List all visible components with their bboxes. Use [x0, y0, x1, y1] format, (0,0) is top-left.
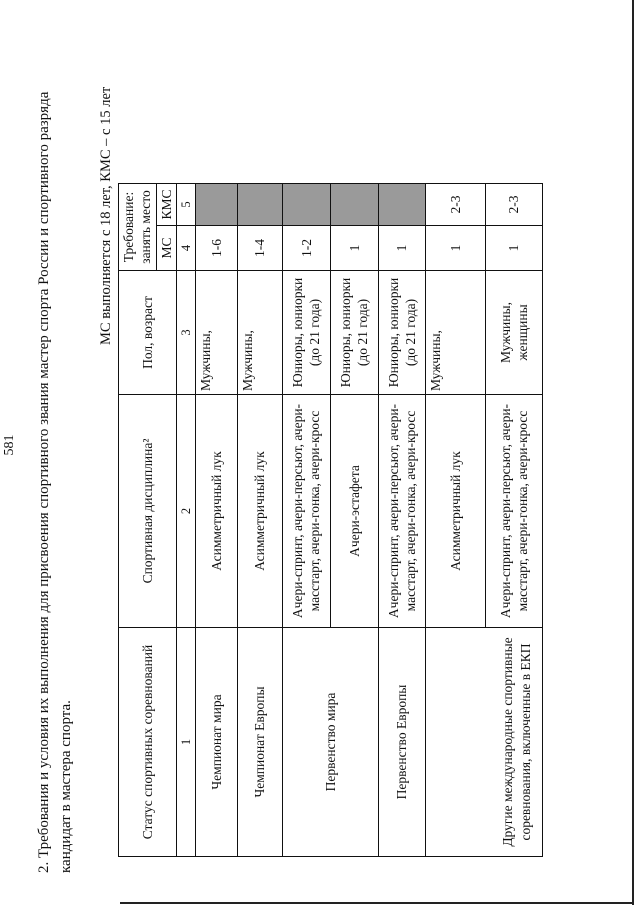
- kms-cell-shaded: [330, 184, 378, 226]
- header-requirement: [119, 184, 157, 271]
- heading-line-2: кандидат в мастера спорта.: [58, 700, 74, 873]
- col-number-1: 1: [176, 628, 195, 857]
- table-row: [195, 184, 237, 857]
- ms-cell: 1-4: [237, 226, 282, 271]
- header-requirement-line1: Требование:: [121, 191, 136, 263]
- table-row: [378, 184, 425, 857]
- gender-cell: Мужчины,: [425, 271, 485, 395]
- header-ms: МС: [156, 226, 176, 271]
- status-cell: Первенство мира: [282, 628, 378, 857]
- table-row: [282, 184, 330, 857]
- header-status: Статус спортивных соревнований: [119, 628, 177, 857]
- col-number-2: 2: [176, 395, 195, 628]
- header-discipline: Спортивная дисциплина²: [119, 395, 177, 628]
- status-cell: Чемпионат мира: [195, 628, 237, 857]
- discipline-cell: Ачери-спринт, ачери-персьют, ачери-масстарт, ачери-гонка, ачери-кросс: [485, 395, 542, 628]
- page-number: 581: [2, 434, 17, 456]
- table-row: [237, 184, 282, 857]
- heading-line-1: 2. Требования и условия их выполнения для присвоения спортивного звания мастер спорта России и спортивного разряда: [36, 91, 52, 873]
- discipline-cell: Асимметричный лук: [195, 395, 237, 628]
- kms-cell-shaded: [195, 184, 237, 226]
- kms-cell: 2-3: [485, 184, 542, 226]
- discipline-cell: Ачери-спринт, ачери-персьют, ачери-масстарт, ачери-гонка, ачери-кросс: [378, 395, 425, 628]
- gender-cell: Юниоры, юниорки (до 21 года): [282, 271, 330, 395]
- discipline-cell: Асимметричный лук: [237, 395, 282, 628]
- header-row: [119, 184, 157, 857]
- header-gender-age: Пол, возраст: [119, 271, 177, 395]
- kms-cell-shaded: [282, 184, 330, 226]
- kms-cell-shaded: [237, 184, 282, 226]
- age-requirement-note: МС выполняется с 18 лет, КМС – с 15 лет: [98, 86, 114, 345]
- ms-cell: 1: [330, 226, 378, 271]
- kms-cell-shaded: [378, 184, 425, 226]
- requirements-table: [118, 183, 543, 857]
- status-cell: Другие международные спортивные соревнования, включенные в ЕКП: [425, 628, 542, 857]
- ms-cell: 1-6: [195, 226, 237, 271]
- status-cell: Чемпионат Европы: [237, 628, 282, 857]
- ms-cell: 1-2: [282, 226, 330, 271]
- gender-cell: Юниоры, юниорки (до 21 года): [330, 271, 378, 395]
- col-number-5: 5: [176, 184, 195, 226]
- gender-cell: Мужчины,: [237, 271, 282, 395]
- status-cell: Первенство Европы: [378, 628, 425, 857]
- table-row: [425, 184, 485, 857]
- header-requirement-line2: занять место: [138, 190, 154, 264]
- gender-cell: Юниоры, юниорки (до 21 года): [378, 271, 425, 395]
- gender-cell: Мужчины,: [195, 271, 237, 395]
- gender-cell: Мужчины, женщины: [485, 271, 542, 395]
- ms-cell: 1: [378, 226, 425, 271]
- discipline-cell: Ачери-спринт, ачери-персьют, ачери-масстарт, ачери-гонка, ачери-кросс: [282, 395, 330, 628]
- ms-cell: 1: [425, 226, 485, 271]
- discipline-cell: Ачери-эстафета: [330, 395, 378, 628]
- column-number-row: [176, 184, 195, 857]
- ms-cell: 1: [485, 226, 542, 271]
- discipline-cell: Асимметричный лук: [425, 395, 485, 628]
- col-number-3: 3: [176, 271, 195, 395]
- col-number-4: 4: [176, 226, 195, 271]
- kms-cell: 2-3: [425, 184, 485, 226]
- header-kms: КМС: [156, 184, 176, 226]
